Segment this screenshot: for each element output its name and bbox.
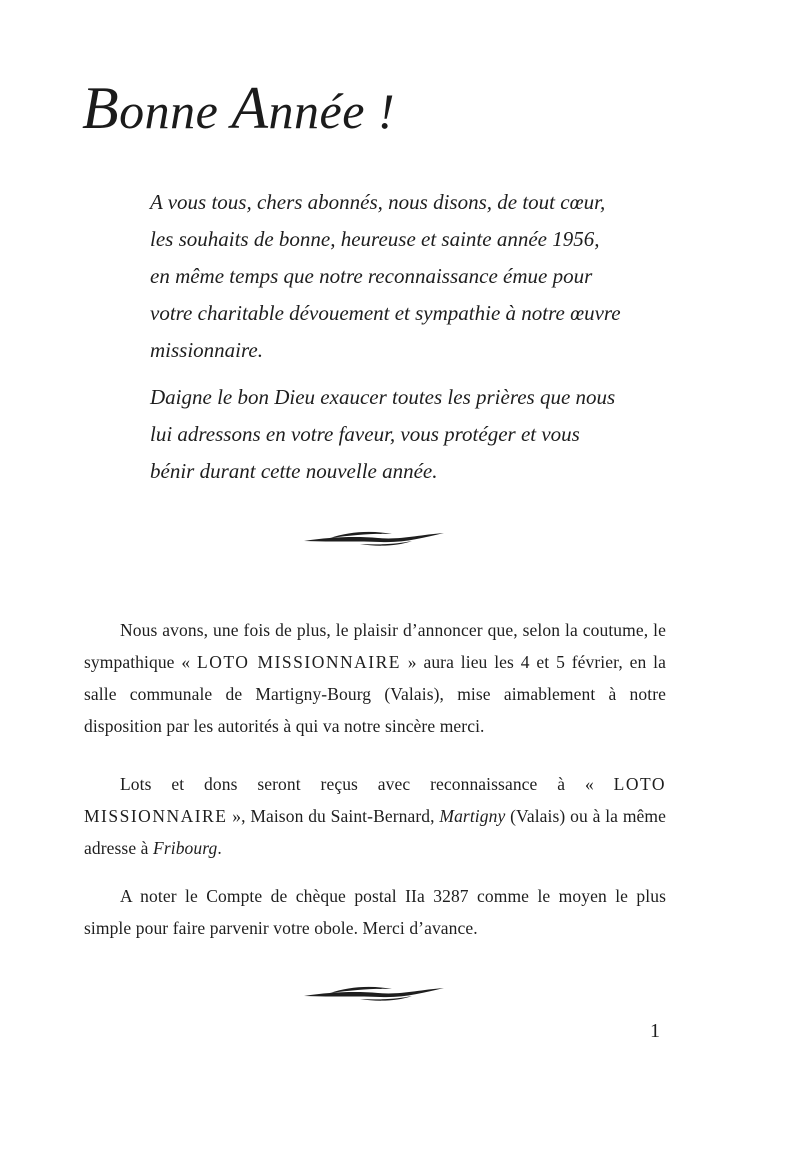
greeting-paragraph-2 — [150, 379, 663, 490]
notice-text: Nous avons, une fois de plus, le plaisir d’annoncer que, selon la coutume, le sympathique « — [84, 620, 666, 672]
greeting-line: Daigne le bon Dieu exaucer toutes les prières que nous — [150, 385, 616, 409]
notice-text: Lots et dons seront reçus avec reconnaissance à « — [120, 774, 614, 794]
loto-name: LOTO MISSIONNAIRE — [84, 774, 666, 826]
notice-paragraph-postal — [84, 880, 666, 944]
greeting-line: les souhaits de bonne, heureuse et sainte année 1956, — [150, 227, 600, 251]
greeting-paragraph-1 — [150, 184, 663, 369]
greeting-line: lui adressons en votre faveur, vous protéger et vous — [150, 422, 580, 446]
notice-text: », Maison du Saint-Bernard, — [227, 806, 440, 826]
notice-text: (Valais) ou à la même adresse à — [84, 806, 666, 858]
greeting-line: A vous tous, chers abonnés, nous disons, de tout cœur, — [150, 190, 606, 214]
loto-name: LOTO MISSIONNAIRE — [197, 652, 401, 672]
page-title — [82, 75, 396, 141]
place-martigny: Martigny — [439, 806, 506, 826]
notice-paragraph-donations — [84, 768, 666, 864]
title-initial-b: B — [82, 75, 120, 141]
title-initial-a: A — [231, 75, 269, 141]
notice-paragraph-loto — [84, 614, 666, 742]
notice-text: A noter le Compte de chèque postal IIa 3287 comme le moyen le plus simple pour faire parvenir votre obole. Merci d’avance. — [84, 886, 666, 938]
ornament-divider-bottom — [300, 982, 448, 1004]
notice-text: » aura lieu les 4 et 5 février, en la salle communale de Martigny-Bourg (Valais), mise aimablement à notre disposition par les autorités à qui va notre sincère merci. — [84, 652, 666, 736]
greeting-line: missionnaire. — [150, 338, 263, 362]
notice-text: . — [217, 838, 222, 858]
ornament-divider-top — [300, 527, 448, 549]
page-number: 1 — [650, 1020, 660, 1042]
title-word-bonne: onne — [119, 83, 232, 139]
place-fribourg: Fribourg — [153, 838, 218, 858]
greeting-line: bénir durant cette nouvelle année. — [150, 459, 438, 483]
greeting-line: votre charitable dévouement et sympathie à notre œuvre — [150, 301, 621, 325]
title-word-annee: nnée ! — [268, 83, 396, 139]
greeting-line: en même temps que notre reconnaissance émue pour — [150, 264, 593, 288]
